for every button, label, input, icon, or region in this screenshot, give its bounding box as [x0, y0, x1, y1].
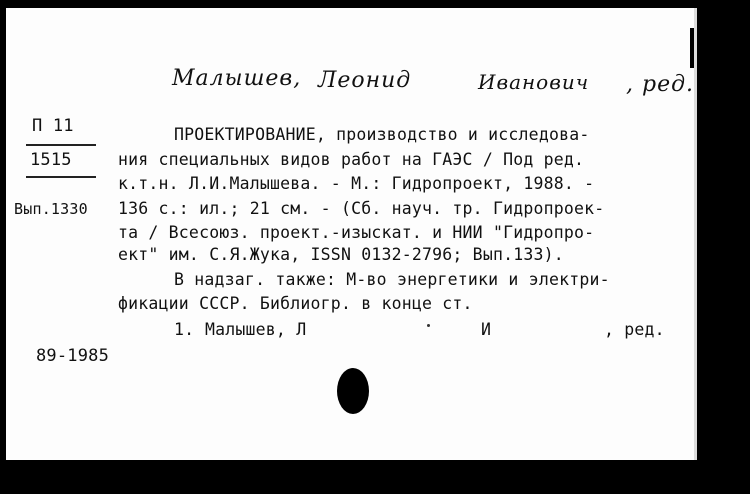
punch-hole [337, 368, 369, 414]
handwritten-name: Леонид [318, 68, 412, 93]
body-line-5: та / Всесоюз. проект.-изыскат. и НИИ "Гидропро- [118, 223, 595, 242]
shelf-code: П 11 [32, 116, 74, 136]
card-edge-mark [690, 28, 694, 68]
body-line-4: 136 с.: ил.; 21 см. - (Сб. науч. тр. Гидропроек- [118, 199, 605, 218]
body-line-7: В надзаг. также: М-во энергетики и электри- [174, 270, 610, 289]
body-line-6: ект" им. С.Я.Жука, ISSN 0132-2796; Вып.133). [118, 245, 564, 264]
entry-role: , ред. [604, 320, 665, 339]
body-line-2: ния специальных видов работ на ГАЭС / Под ред. [118, 150, 585, 169]
call-number-rule-1 [26, 144, 96, 146]
entry-number: 1. [174, 320, 195, 339]
body-line-8: фикации СССР. Библиогр. в конце ст. [118, 294, 473, 313]
handwritten-role: , ред. [626, 72, 695, 97]
call-number: 1515 [30, 150, 72, 170]
issue-code: Вып.1330 [14, 200, 88, 218]
entry-surname: Малышев, Л [205, 320, 307, 339]
body-line-3: к.т.н. Л.И.Малышева. - М.: Гидропроект, 1988. - [118, 174, 595, 193]
body-line-1: ПРОЕКТИРОВАНИЕ, производство и исследова- [174, 125, 590, 144]
accession-number: 89-1985 [36, 346, 110, 366]
handwritten-surname: Малышев, [172, 66, 302, 91]
entry-initial: И [481, 320, 492, 339]
handwritten-patronymic: Иванович [478, 70, 590, 94]
call-number-rule-2 [26, 176, 96, 178]
entry-dot [427, 324, 430, 327]
